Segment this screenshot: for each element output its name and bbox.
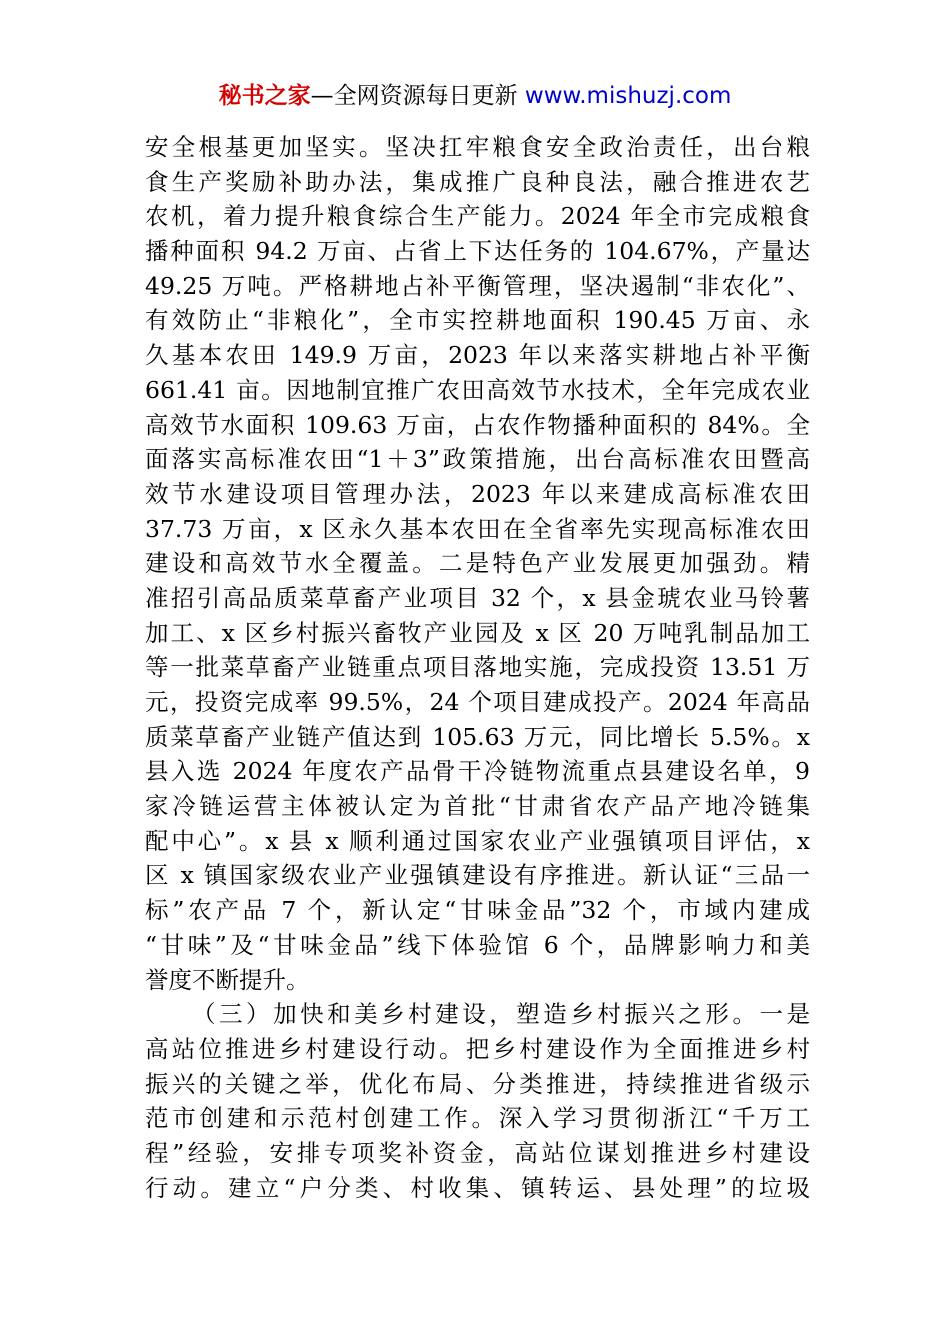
text-line: 振兴的关键之举，优化布局、分类推进，持续推进省级示	[145, 1069, 810, 1098]
site-url[interactable]: www.mishuzj.com	[524, 83, 732, 109]
text-line: 加工、x 区乡村振兴畜牧产业园及 x 区 20 万吨乳制品加工	[145, 618, 810, 647]
site-brand: 秘书之家	[218, 83, 311, 109]
text-line: 播种面积 94.2 万亩、占省上下达任务的 104.67%，产量达	[145, 237, 810, 266]
text-line: 准招引高品质菜草畜产业项目 32 个，x 县金琥农业马铃薯	[145, 583, 810, 612]
section-heading-line: （三）加快和美乡村建设，塑造乡村振兴之形。一是	[192, 1000, 810, 1029]
text-line: 家冷链运营主体被认定为首批“甘肃省农产品产地冷链集	[145, 792, 810, 821]
text-line: 誉度不断提升。	[145, 965, 310, 994]
site-tagline: —全网资源每日更新	[310, 83, 525, 109]
text-line: 面落实高标准农田“1＋3”政策措施，出台高标准农田暨高	[145, 445, 810, 474]
text-line: 久基本农田 149.9 万亩，2023 年以来落实耕地占补平衡	[145, 341, 810, 370]
text-line: 49.25 万吨。严格耕地占补平衡管理，坚决遏制“非农化”、	[145, 271, 810, 300]
text-line: 安全根基更加坚实。坚决扛牢粮食安全政治责任，出台粮	[145, 133, 810, 161]
text-line: 质菜草畜产业链产值达到 105.63 万元，同比增长 5.5%。x	[145, 722, 810, 751]
text-line: 范市创建和示范村创建工作。深入学习贯彻浙江“千万工	[145, 1104, 810, 1133]
text-line: 建设和高效节水全覆盖。二是特色产业发展更加强劲。精	[145, 549, 810, 578]
text-line: 农机，着力提升粮食综合生产能力。2024 年全市完成粮食	[145, 202, 810, 231]
text-line: 元，投资完成率 99.5%，24 个项目建成投产。2024 年高品	[145, 688, 810, 716]
text-line: 程”经验，安排专项奖补资金，高站位谋划推进乡村建设	[145, 1138, 810, 1167]
text-line: 区 x 镇国家级农业产业强镇建设有序推进。新认证“三品一	[145, 861, 810, 890]
text-line: 661.41 亩。因地制宜推广农田高效节水技术，全年完成农业	[145, 375, 810, 404]
text-line: 有效防止“非粮化”，全市实控耕地面积 190.45 万亩、永	[145, 306, 810, 335]
text-line: 效节水建设项目管理办法，2023 年以来建成高标准农田	[145, 479, 810, 508]
text-line: 等一批菜草畜产业链重点项目落地实施，完成投资 13.51 万	[145, 653, 810, 682]
text-line: “甘味”及“甘味金品”线下体验馆 6 个，品牌影响力和美	[145, 930, 810, 959]
document-body	[145, 130, 810, 1205]
text-line: 行动。建立“户分类、村收集、镇转运、县处理”的垃圾	[145, 1173, 810, 1202]
text-line: 37.73 万亩，x 区永久基本农田在全省率先实现高标准农田	[145, 514, 810, 543]
text-line: 高效节水面积 109.63 万亩，占农作物播种面积的 84%。全	[145, 410, 810, 439]
text-line: 县入选 2024 年度农产品骨干冷链物流重点县建设名单，9	[145, 757, 810, 786]
text-line: 标”农产品 7 个，新认定“甘味金品”32 个，市域内建成	[145, 896, 810, 925]
text-line: 食生产奖励补助办法，集成推广良种良法，融合推进农艺	[145, 167, 810, 196]
text-line: 高站位推进乡村建设行动。把乡村建设作为全面推进乡村	[145, 1034, 810, 1063]
text-line: 配中心”。x 县 x 顺利通过国家农业产业强镇项目评估，x	[145, 826, 810, 855]
site-header	[0, 80, 950, 112]
